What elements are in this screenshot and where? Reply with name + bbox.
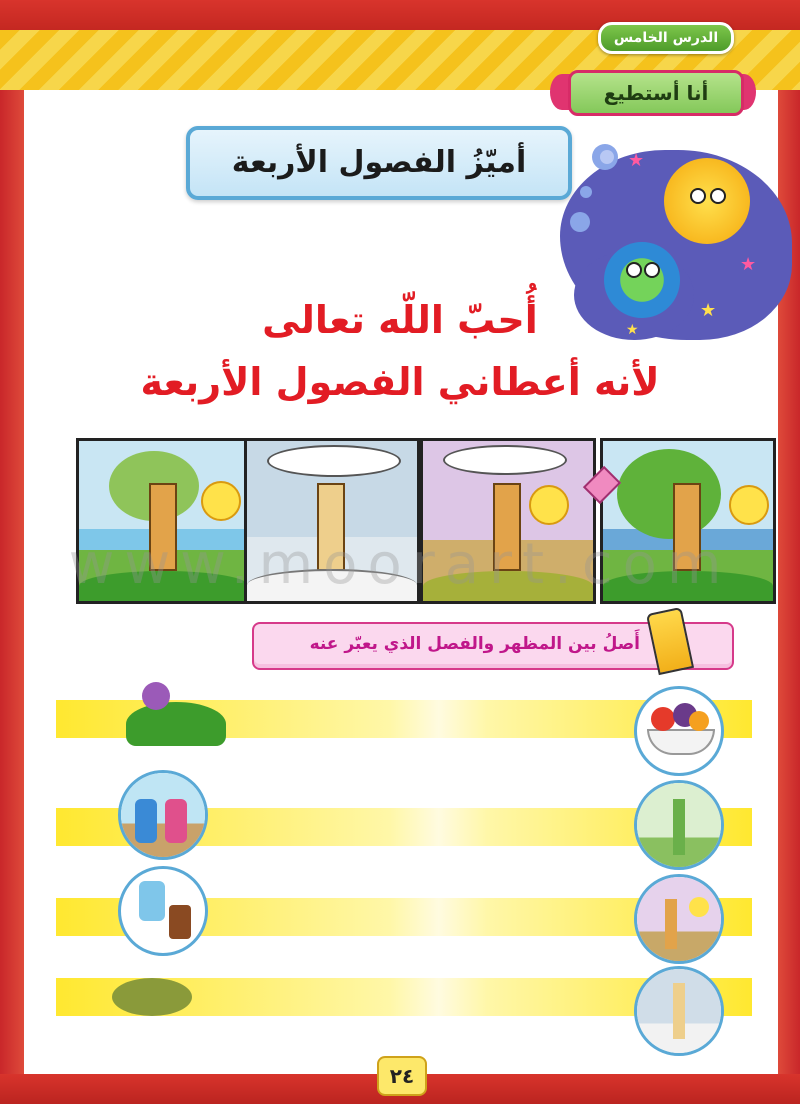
star-icon: ★ — [628, 150, 645, 171]
leaf-bush — [126, 702, 226, 746]
left-frame-band — [0, 90, 24, 1104]
orange-icon — [689, 711, 709, 731]
winter-tree-image[interactable] — [634, 966, 724, 1056]
watermark: www.moorart.com — [68, 532, 732, 597]
heading-line-1: أُحبّ اللّه تعالى — [262, 298, 538, 342]
sun-icon — [529, 485, 569, 525]
sun-icon — [729, 485, 769, 525]
star-icon: ★ — [740, 254, 757, 275]
eye-icon — [710, 188, 726, 204]
spring-tree-image[interactable] — [634, 780, 724, 870]
star-icon: ★ — [626, 322, 639, 338]
leaves-image[interactable] — [112, 972, 196, 1024]
star-icon: ★ — [700, 300, 717, 321]
sun-icon — [689, 897, 709, 917]
tree-icon — [673, 983, 685, 1039]
flowers-plant-image[interactable] — [116, 682, 236, 752]
bubble-icon — [580, 186, 592, 198]
instruction-text: أَصلُ بين المظهر والفصل الذي يعبّر عنه — [309, 634, 640, 654]
section-label: أنا أستطيع — [568, 70, 744, 116]
page-title: أميّزُ الفصول الأربعة — [186, 126, 572, 200]
heater-icon — [169, 905, 191, 939]
boy-figure — [135, 799, 157, 843]
fruit-tree-crown — [617, 449, 721, 539]
boy-figure — [139, 881, 165, 921]
girl-figure — [165, 799, 187, 843]
bowl-icon — [647, 729, 715, 755]
leaves-icon — [112, 978, 192, 1016]
flower-icon — [142, 682, 170, 710]
tree-icon — [673, 799, 685, 855]
bubble-icon — [600, 150, 614, 164]
eye-icon — [690, 188, 706, 204]
fruit-bowl-image[interactable] — [634, 686, 724, 776]
smiling-sun-icon — [664, 158, 750, 244]
sun-icon — [201, 481, 241, 521]
cloud — [443, 445, 567, 475]
apple-icon — [651, 707, 675, 731]
boy-heater-image[interactable] — [118, 866, 208, 956]
kids-ice-cream-image[interactable] — [118, 770, 208, 860]
bubble-icon — [570, 212, 590, 232]
autumn-tree-image[interactable] — [634, 874, 724, 964]
scene-bg — [121, 773, 205, 857]
snow-cloud — [267, 445, 401, 477]
scene-bg — [637, 877, 721, 961]
page-number: ٢٤ — [377, 1056, 427, 1096]
eye-icon — [644, 262, 660, 278]
lesson-label: الدرس الخامس — [598, 22, 734, 54]
tree-icon — [665, 899, 677, 949]
heading-line-2: لأنه أعطاني الفصول الأربعة — [140, 360, 660, 404]
eye-icon — [626, 262, 642, 278]
